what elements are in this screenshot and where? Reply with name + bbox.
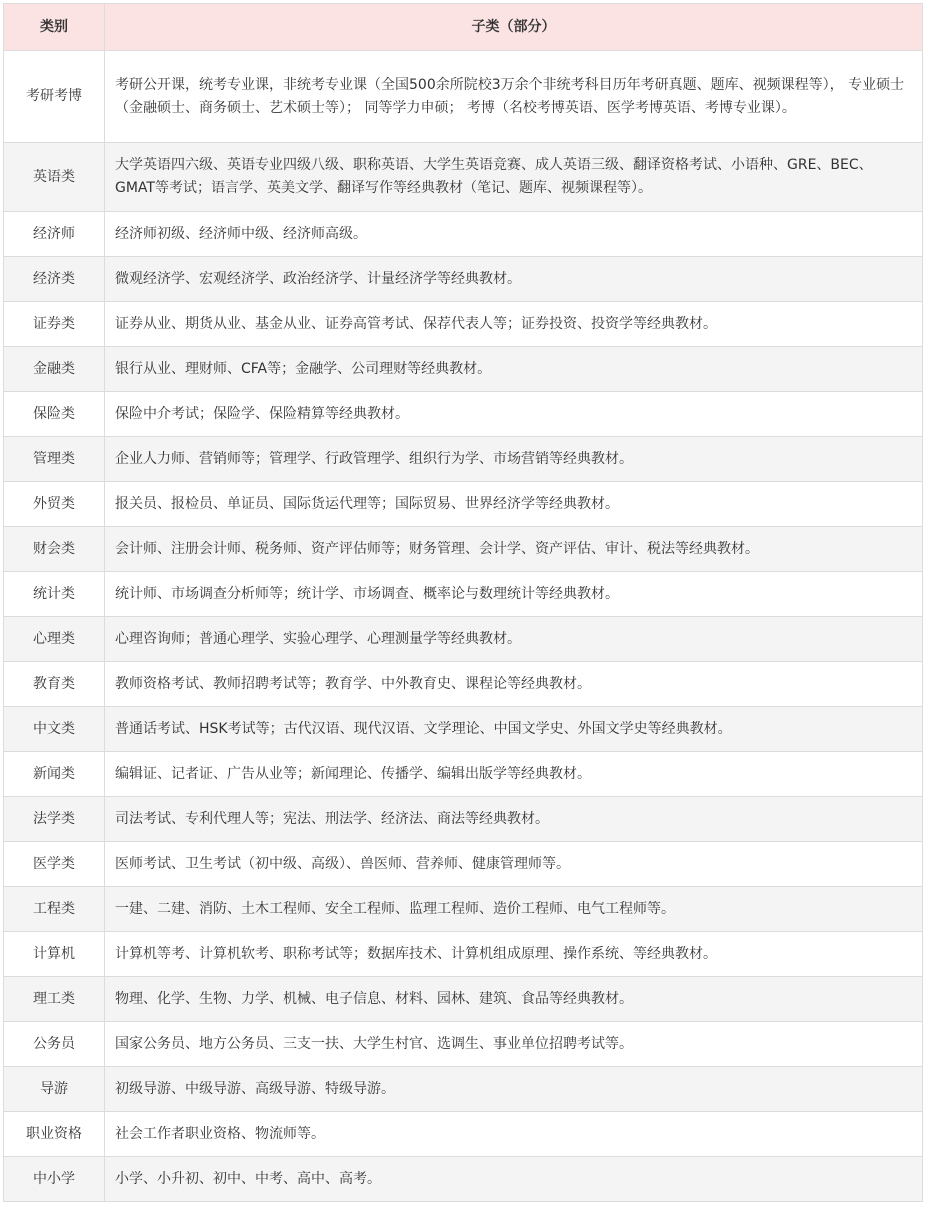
category-table-container [3, 3, 922, 1202]
table-row [4, 977, 923, 1022]
table-row [4, 797, 923, 842]
table-row [4, 842, 923, 887]
row-category: 工程类 [4, 887, 105, 932]
table-row [4, 143, 923, 212]
table-row [4, 302, 923, 347]
row-description: 普通话考试、HSK考试等；古代汉语、现代汉语、文学理论、中国文学史、外国文学史等经典教材。 [105, 707, 923, 752]
row-description: 教师资格考试、教师招聘考试等；教育学、中外教育史、课程论等经典教材。 [105, 662, 923, 707]
row-description: 经济师初级、经济师中级、经济师高级。 [105, 212, 923, 257]
table-row [4, 347, 923, 392]
row-category: 职业资格 [4, 1112, 105, 1157]
row-description: 银行从业、理财师、CFA等；金融学、公司理财等经典教材。 [105, 347, 923, 392]
table-row [4, 662, 923, 707]
row-description: 司法考试、专利代理人等；宪法、刑法学、经济法、商法等经典教材。 [105, 797, 923, 842]
row-description: 小学、小升初、初中、中考、高中、高考。 [105, 1157, 923, 1202]
row-category: 金融类 [4, 347, 105, 392]
row-description: 企业人力师、营销师等；管理学、行政管理学、组织行为学、市场营销等经典教材。 [105, 437, 923, 482]
row-category: 经济类 [4, 257, 105, 302]
table-row [4, 572, 923, 617]
row-description: 考研公开课，统考专业课，非统考专业课（全国500余所院校3万余个非统考科目历年考研真题、题库、视频课程等）， 专业硕士（金融硕士、商务硕士、艺术硕士等）； 同等学力申硕； 考博（名校考博英语、医学考博英语、考博专业课）。 [105, 51, 923, 143]
row-description: 计算机等考、计算机软考、职称考试等；数据库技术、计算机组成原理、操作系统、等经典教材。 [105, 932, 923, 977]
table-header-row [4, 4, 923, 51]
row-category: 外贸类 [4, 482, 105, 527]
row-category: 证券类 [4, 302, 105, 347]
row-description: 会计师、注册会计师、税务师、资产评估师等；财务管理、会计学、资产评估、审计、税法等经典教材。 [105, 527, 923, 572]
row-description: 国家公务员、地方公务员、三支一扶、大学生村官、选调生、事业单位招聘考试等。 [105, 1022, 923, 1067]
table-row [4, 527, 923, 572]
row-description: 医师考试、卫生考试（初中级、高级）、兽医师、营养师、健康管理师等。 [105, 842, 923, 887]
row-category: 心理类 [4, 617, 105, 662]
category-table [3, 3, 923, 1202]
row-category: 法学类 [4, 797, 105, 842]
table-row [4, 932, 923, 977]
row-description: 初级导游、中级导游、高级导游、特级导游。 [105, 1067, 923, 1112]
row-description: 一建、二建、消防、土木工程师、安全工程师、监理工程师、造价工程师、电气工程师等。 [105, 887, 923, 932]
table-row [4, 51, 923, 143]
table-row [4, 1067, 923, 1112]
table-row [4, 752, 923, 797]
row-category: 医学类 [4, 842, 105, 887]
row-category: 保险类 [4, 392, 105, 437]
row-category: 教育类 [4, 662, 105, 707]
table-row [4, 1157, 923, 1202]
row-category: 中小学 [4, 1157, 105, 1202]
row-description: 编辑证、记者证、广告从业等；新闻理论、传播学、编辑出版学等经典教材。 [105, 752, 923, 797]
header-subcategory: 子类（部分） [105, 4, 923, 51]
table-row [4, 482, 923, 527]
row-description: 社会工作者职业资格、物流师等。 [105, 1112, 923, 1157]
row-category: 财会类 [4, 527, 105, 572]
row-description: 心理咨询师；普通心理学、实验心理学、心理测量学等经典教材。 [105, 617, 923, 662]
row-category: 英语类 [4, 143, 105, 212]
row-category: 导游 [4, 1067, 105, 1112]
table-row [4, 437, 923, 482]
row-category: 统计类 [4, 572, 105, 617]
row-category: 考研考博 [4, 51, 105, 143]
table-row [4, 707, 923, 752]
row-description: 大学英语四六级、英语专业四级八级、职称英语、大学生英语竞赛、成人英语三级、翻译资格考试、小语种、GRE、BEC、GMAT等考试；语言学、英美文学、翻译写作等经典教材（笔记、题库、视频课程等）。 [105, 143, 923, 212]
row-description: 微观经济学、宏观经济学、政治经济学、计量经济学等经典教材。 [105, 257, 923, 302]
row-description: 统计师、市场调查分析师等；统计学、市场调查、概率论与数理统计等经典教材。 [105, 572, 923, 617]
row-category: 公务员 [4, 1022, 105, 1067]
row-category: 理工类 [4, 977, 105, 1022]
table-row [4, 212, 923, 257]
table-row [4, 617, 923, 662]
table-row [4, 1022, 923, 1067]
row-category: 管理类 [4, 437, 105, 482]
table-row [4, 1112, 923, 1157]
row-description: 报关员、报检员、单证员、国际货运代理等；国际贸易、世界经济学等经典教材。 [105, 482, 923, 527]
row-category: 经济师 [4, 212, 105, 257]
table-row [4, 392, 923, 437]
row-description: 物理、化学、生物、力学、机械、电子信息、材料、园林、建筑、食品等经典教材。 [105, 977, 923, 1022]
header-category: 类别 [4, 4, 105, 51]
row-description: 保险中介考试；保险学、保险精算等经典教材。 [105, 392, 923, 437]
row-description: 证券从业、期货从业、基金从业、证券高管考试、保荐代表人等；证券投资、投资学等经典教材。 [105, 302, 923, 347]
row-category: 计算机 [4, 932, 105, 977]
table-row [4, 257, 923, 302]
table-row [4, 887, 923, 932]
row-category: 新闻类 [4, 752, 105, 797]
row-category: 中文类 [4, 707, 105, 752]
